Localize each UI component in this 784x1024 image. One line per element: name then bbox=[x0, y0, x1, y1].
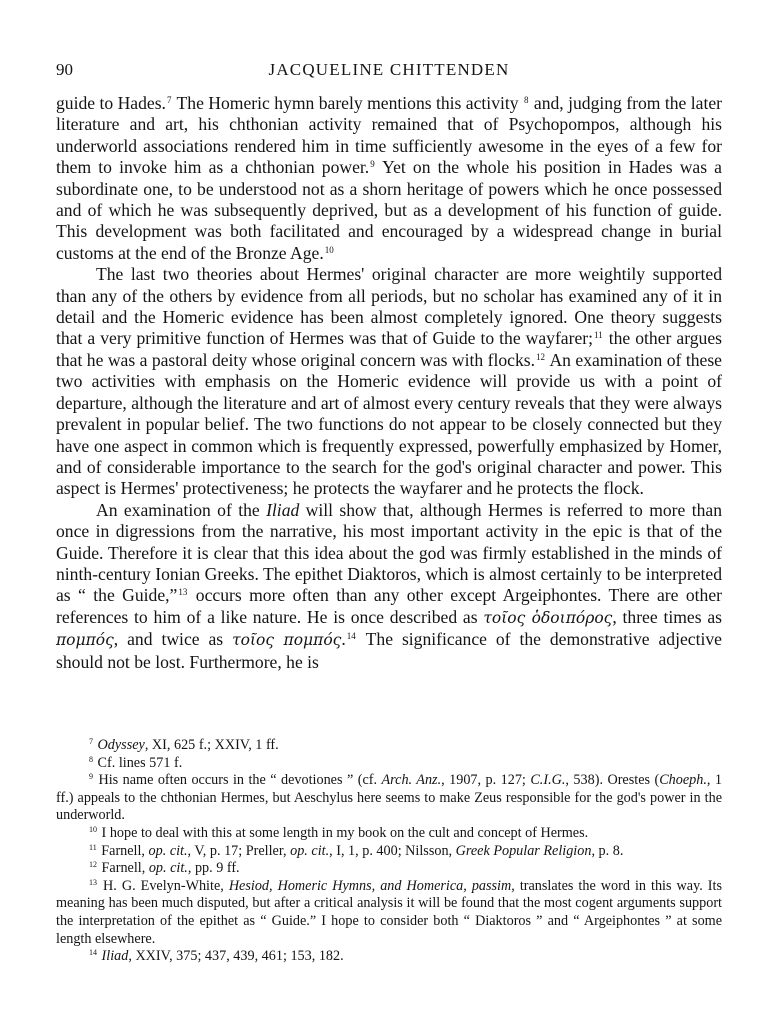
footnote-ref-8[interactable]: 8 bbox=[523, 95, 529, 105]
paragraph-3: An examination of the Iliad will show that, although Hermes is referred to more than once in digressions from the narrative, his most important activity in the epic is that of the Guide. Therefore it is clear that this idea about the god was firmly established in the minds of ninth-century Ionian Greeks. The epithet Diaktoros, which is almost certainly to be interpreted as “ the Guide,”$^{13}$ occurs more often than any other except Argeiphontes. There are other references to him of a like nature. He is once described as τοῖος ὁδοιπόρος, three times as πομπός, and twice as τοῖος πομπός.$^{14}$ The significance of the demonstrative adjective should not be lost. Furthermore, he is bbox=[56, 499, 722, 672]
footnote-ref-14[interactable]: 14 bbox=[346, 631, 356, 642]
page-number: 90 bbox=[56, 60, 73, 79]
footnote-11: $^{11}$ Farnell, op. cit., V, p. 17; Preller, op. cit., I, 1, p. 400; Nilsson, Greek Popular Religion, p. 8. bbox=[89, 842, 624, 859]
footnote-ref-9[interactable]: 9 bbox=[370, 159, 375, 170]
paragraph-1: guide to Hades.$^7$ The Homeric hymn barely mentions this activity $^8$ and, judging from the later literature and art, his chthonian activity remained that of Psychopompos, although his underworld associations rendered him in time sufficiently awesome in the eyes of a few for them to invoke him as a chthonian power.$^9$ Yet on the whole his position in Hades was a subordinate one, to be understood not as a shorn heritage of powers which he once possessed and of which he was subsequently deprived, but as a development of his function of guide. This development was both facilitated and encouraged by a widespread change in burial customs at the end of the Bronze Age.$^{10}$ bbox=[56, 93, 722, 263]
greek-epithet-3: τοῖος πομπός bbox=[232, 631, 342, 650]
greek-epithet-1: τοῖος ὁδοιπόρος bbox=[483, 608, 613, 627]
footnote-12: $^{12}$ Farnell, op. cit., pp. 9 ff. bbox=[89, 860, 240, 877]
iliad-title: Iliad bbox=[266, 499, 300, 520]
footnote-ref-12[interactable]: 12 bbox=[536, 351, 546, 362]
footnote-ref-10[interactable]: 10 bbox=[324, 244, 334, 255]
footnotes bbox=[56, 737, 722, 966]
greek-epithet-2: πομπός bbox=[56, 631, 114, 650]
footnote-13: $^{13}$ H. G. Evelyn-White, Hesiod, Homeric Hymns, and Homerica, passim, translates the word in this way. Its meaning has been much disputed, but after a critical analysis it will be found that the most cogent arguments support the interpretation of the epithet as “ Guide.” I hope to consider both “ Diaktoros ” and “ Argeiphontes ” at some length elsewhere. bbox=[56, 877, 722, 947]
footnote-10: $^{10}$ I hope to deal with this at some length in my book on the cult and concept of Hermes. bbox=[89, 824, 589, 841]
footnote-7: $^7$ Odyssey, XI, 625 f.; XXIV, 1 ff. bbox=[89, 737, 279, 753]
footnote-14: $^{14}$ Iliad, XXIV, 375; 437, 439, 461; 153, 182. bbox=[89, 948, 344, 965]
running-title: JACQUELINE CHITTENDEN bbox=[268, 60, 510, 79]
paragraph-2: The last two theories about Hermes' original character are more weightily supported than any of the others by evidence from all periods, but no scholar has examined any of it in detail and the Homeric evidence has been almost completely ignored. One theory suggests that a very primitive function of Hermes was that of Guide to the wayfarer;$^{11}$ the other argues that he was a pastoral deity whose original concern was with flocks.$^{12}$ An examination of these two activities with emphasis on the Homeric evidence will provide us with a point of departure, although the literature and art of almost every century reveals that they were always prevalent in popular belief. The two functions do not appear to be closely connected but they have one aspect in common which is frequently expressed, powerfully emphasized by Homer, and of considerable importance to the search for the god's original character and power. This aspect is Hermes' protectiveness; he protects the wayfarer and he protects the flock. bbox=[56, 264, 722, 499]
main-text bbox=[56, 93, 722, 673]
footnote-8: $^8$ Cf. lines 571 f. bbox=[89, 754, 183, 771]
footnote-ref-13[interactable]: 13 bbox=[178, 587, 188, 598]
running-header bbox=[56, 60, 722, 84]
footnote-ref-11[interactable]: 11 bbox=[594, 330, 603, 341]
footnote-ref-7[interactable]: 7 bbox=[166, 95, 172, 105]
footnote-9: $^9$ His name often occurs in the “ devotiones ” (cf. Arch. Anz., 1907, p. 127; C.I.G., 538). Orestes (Choeph., 1 ff.) appeals to the chthonian Hermes, but Aeschylus here seems to make Zeus responsible for the god's power in the underworld. bbox=[56, 772, 722, 824]
